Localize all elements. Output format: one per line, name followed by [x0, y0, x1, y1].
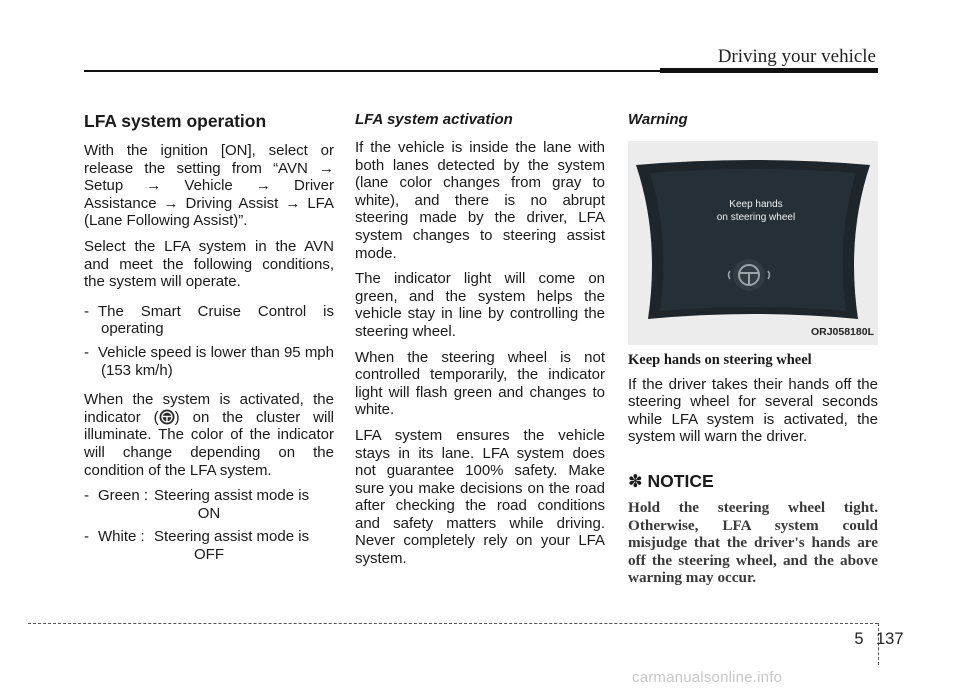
column-lfa-operation [84, 110, 334, 569]
figure-code: ORJ058180L [810, 326, 874, 339]
section-heading-warning: Warning [628, 111, 688, 128]
paragraph-activation-1: If the vehicle is inside the lane with both lanes detected by the system (lane color changes from gray to white), and there is no abrupt steering made by the driver, LFA system changes to steering assist mode. [355, 139, 605, 262]
indicator-color-item-white: - White : Steering assist mode is OFF [84, 528, 310, 563]
section-heading-lfa-activation: LFA system activation [355, 111, 513, 128]
paragraph-warning: If the driver takes their hands off the steering wheel for several seconds while LFA system is activated, the system will warn the driver. [628, 375, 878, 446]
paragraph-activation-2: The indicator light will come on green, and the system helps the vehicle stay in line by controlling the steering wheel. [355, 270, 605, 340]
display-line-1: Keep hands [729, 199, 783, 210]
column-lfa-activation [355, 110, 605, 576]
watermark: carmanualsonline.info [632, 669, 783, 686]
indicator-colors-list [84, 487, 334, 563]
chapter-number: 5 [854, 630, 864, 648]
page-number-value: 137 [876, 630, 904, 648]
paragraph-select-system: Select the LFA system in the AVN and meet the following conditions, the system will operate. [84, 237, 334, 291]
paragraph-activation-3: When the steering wheel is not controlled temporarily, the indicator light will flash green and changes to white. [355, 348, 605, 419]
condition-item: - The Smart Cruise Control is operating [84, 302, 334, 338]
conditions-list [84, 303, 334, 379]
cluster-display-illustration [628, 141, 878, 345]
condition-item: - Vehicle speed is lower than 95 mph (153 km/h) [84, 343, 334, 379]
figure-caption: Keep hands on steering wheel [628, 352, 812, 368]
notice-title: ✽ NOTICE [628, 470, 714, 491]
header-title: Driving your vehicle [717, 46, 876, 67]
footer-rule [28, 623, 878, 624]
page-number [850, 630, 904, 649]
section-heading-lfa-operation: LFA system operation [84, 111, 267, 131]
paragraph-indicator: When the system is activated, the indicator ( ) on the cluster will illuminate. The color of the indicator will change depending on the condition of the LFA system. [84, 391, 335, 479]
lfa-steering-indicator-icon [159, 409, 175, 425]
indicator-color-item-green: - Green : Steering assist mode is ON [84, 487, 310, 522]
header-rule-accent [660, 68, 878, 73]
notice-body: Hold the steering wheel tight. Otherwise, LFA system could misjudge that the driver's hands are off the steering wheel, and the above warning may occur. [628, 498, 878, 587]
display-line-2: on steering wheel [716, 212, 796, 223]
paragraph-activation-4: LFA system ensures the vehicle stays in its lane. LFA system does not guarantee 100% safety. Make sure you make decisions on the road after checking the road conditions and safety matters while driving. Never completely rely on your LFA system. [355, 426, 605, 568]
paragraph-avn-setting: With the ignition [ON], select or release the setting from “AVN → Setup → Vehicle → Driver Assistance → Driving Assist → LFA (Lane Following Assist)”. [84, 142, 334, 230]
warning-figure [628, 141, 878, 345]
column-warning [628, 110, 878, 587]
